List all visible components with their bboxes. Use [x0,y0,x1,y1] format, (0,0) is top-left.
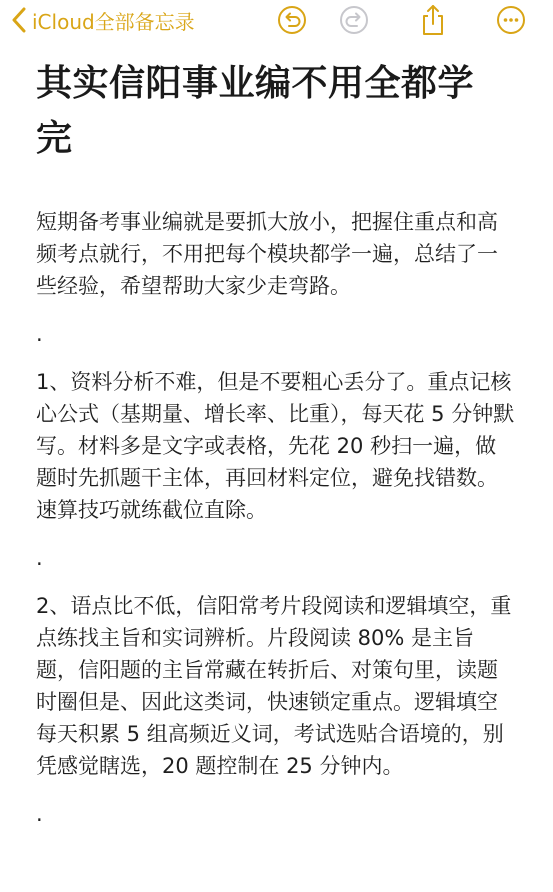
note-paragraph-verbal: 2、语点比不低，信阳常考片段阅读和逻辑填空，重点练找主旨和实词辨析。片段阅读 80% 是主旨题，信阳题的主旨常藏在转折后、对策句里，读题时圈但是、因此这类词，快速锁定重点。逻辑填空每天积累 5 组高频近义词，考试选贴合语境的，别凭感觉瞎选，20 题控制在 25 分钟内。 [36,594,512,778]
redo-icon[interactable] [338,4,370,36]
chevron-left-icon [8,6,30,34]
back-button-label: iCloud全部备忘录 [32,9,195,34]
note-paragraph-data-analysis: 1、资料分析不难，但是不要粗心丢分了。重点记核心公式（基期量、增长率、比重），每天花 5 分钟默写。材料多是文字或表格，先花 20 秒扫一遍，做题时先抓题干主体，再回材料定位，避免找错数。速算技巧就练截位直除。 [36,370,515,522]
note-title[interactable]: 其实信阳事业编不用全都学完 [36,63,475,159]
note-paragraph-intro: 短期备考事业编就是要抓大放小，把握住重点和高频考点就行，不用把每个模块都学一遍，总结了一些经验，希望帮助大家少走弯路。 [36,210,498,298]
more-icon[interactable] [495,4,527,36]
back-button[interactable] [8,4,195,36]
note-body[interactable] [36,206,516,830]
note-toolbar [0,0,553,44]
note-separator-dot: . [36,802,43,826]
note-separator-dot: . [36,546,43,570]
share-icon[interactable] [417,4,449,36]
undo-icon[interactable] [276,4,308,36]
note-separator-dot: . [36,322,43,346]
